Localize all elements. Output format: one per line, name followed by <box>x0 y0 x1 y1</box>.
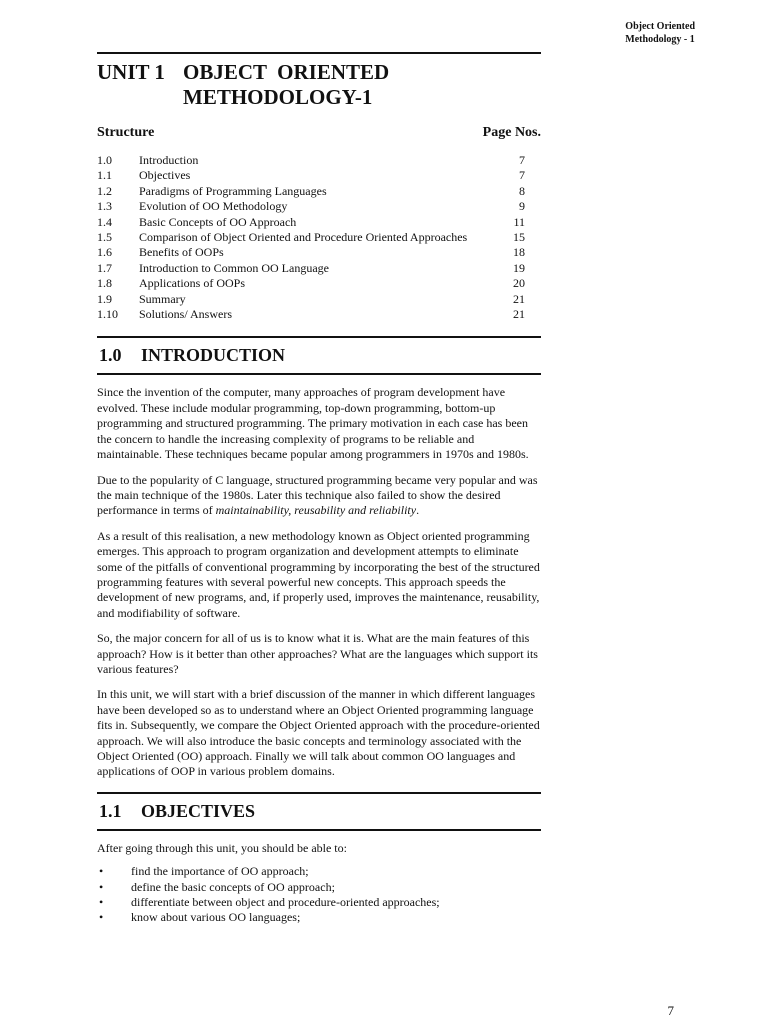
toc-title: Solutions/ Answers <box>139 307 233 322</box>
unit-number: UNIT 1 <box>97 60 165 84</box>
top-rule <box>97 52 541 54</box>
list-item <box>97 910 541 925</box>
paragraph-emphasis: maintainability, reusability and reliability <box>215 503 417 518</box>
structure-header <box>97 125 541 141</box>
page-content <box>97 52 541 926</box>
toc-number: 1.3 <box>97 199 112 214</box>
list-item-text: differentiate between object and procedure-oriented approaches; <box>131 895 440 910</box>
section-number: 1.0 <box>99 345 122 366</box>
paragraph: So, the major concern for all of us is to know what it is. What are the main features of this approach? How is it better than other approaches? What are the languages which support its various features? <box>97 631 538 676</box>
toc-row <box>97 199 541 214</box>
unit-title-line1: OBJECT ORIENTED <box>183 60 390 84</box>
toc-number: 1.1 <box>97 168 112 183</box>
list-item <box>97 864 541 879</box>
toc-row <box>97 307 541 322</box>
page-number: 7 <box>667 1003 674 1018</box>
unit-title-line2: METHODOLOGY-1 <box>183 85 373 109</box>
toc-title: Comparison of Object Oriented and Procedure Oriented Approaches <box>139 230 468 245</box>
toc-page: 7 <box>519 168 525 183</box>
toc-number: 1.9 <box>97 291 112 306</box>
running-head <box>625 20 695 46</box>
paragraph <box>97 473 541 519</box>
section-title: OBJECTIVES <box>141 800 256 821</box>
toc-row <box>97 230 541 245</box>
toc-number: 1.8 <box>97 276 112 291</box>
bullet-icon: • <box>99 879 104 894</box>
section-title: INTRODUCTION <box>141 345 286 366</box>
toc-number: 1.4 <box>97 214 112 229</box>
toc-page: 21 <box>513 307 525 322</box>
unit-name <box>183 60 483 110</box>
toc-number: 1.0 <box>97 153 112 167</box>
toc-row <box>97 168 541 183</box>
list-item <box>97 895 541 910</box>
paragraph: As a result of this realisation, a new methodology known as Object oriented programming emerges. This approach to program organization and development attempts to eliminate some of the pitfalls of conventional programming by incorporating the best of the structured programming features with several powerful new concepts. This approach speeds the development of new programs, and, if properly used, improves the maintenance, reusability, and modifiability of software. <box>97 528 540 620</box>
list-item <box>97 880 541 895</box>
section-heading <box>99 794 541 829</box>
paragraph-text: . <box>416 503 420 518</box>
toc-page: 21 <box>513 291 525 306</box>
section-rule <box>97 829 541 831</box>
toc-title: Evolution of OO Methodology <box>139 199 288 214</box>
section-rule <box>97 373 541 375</box>
toc-title: Benefits of OOPs <box>139 245 224 260</box>
toc-number: 1.2 <box>97 183 112 198</box>
toc-number: 1.10 <box>97 307 118 322</box>
paragraph: After going through this unit, you should be able to: <box>97 840 347 855</box>
paragraph-text: Due to the popularity of C language, structured programming became very popular and was the main technique of the 1980s. Later this technique also failed to show the desired performance in terms of <box>97 472 538 518</box>
toc-title: Paradigms of Programming Languages <box>139 183 327 198</box>
paragraph: Since the invention of the computer, many approaches of program development have evolved. These include modular programming, top-down programming, bottom-up programming and structured programming. The primary motivation in each case has been the concern to handle the increasing complexity of programs to be reliable and maintainable. These techniques became popular among programmers in 1970s and 1980s. <box>97 385 529 462</box>
toc-title: Basic Concepts of OO Approach <box>139 214 297 229</box>
toc-title: Applications of OOPs <box>139 276 245 291</box>
toc-page: 9 <box>519 199 525 214</box>
toc-row <box>97 245 541 260</box>
bullet-icon: • <box>99 895 104 910</box>
list-item-text: know about various OO languages; <box>131 910 301 925</box>
list-item-text: find the importance of OO approach; <box>131 864 309 879</box>
toc-row <box>97 184 541 199</box>
bullet-icon: • <box>99 910 104 925</box>
toc-title: Introduction to Common OO Language <box>139 260 329 275</box>
toc-page: 15 <box>513 230 525 245</box>
unit-title <box>97 60 541 110</box>
introduction-section <box>97 336 541 779</box>
toc-page: 8 <box>519 183 525 198</box>
structure-label: Structure <box>97 125 155 140</box>
running-head-line2: Methodology - 1 <box>625 34 695 45</box>
toc-row <box>97 292 541 307</box>
toc-page: 20 <box>513 276 525 291</box>
toc-title: Summary <box>139 291 186 306</box>
toc-row <box>97 153 541 168</box>
paragraph: In this unit, we will start with a brief discussion of the manner in which different languages have been developed so as to understand where an Object Oriented programming language fits in. Subsequently, we compare the Object Oriented approach with the procedure-oriented approach. We will also introduce the basic concepts and terminology associated with the Object Oriented (OO) approach. Finally we will talk about common OO languages and applications of OOP in various problem domains. <box>97 687 540 779</box>
toc-row <box>97 261 541 276</box>
toc-title: Objectives <box>139 168 191 183</box>
toc-page: 19 <box>513 260 525 275</box>
toc-title: Introduction <box>139 153 199 167</box>
toc-number: 1.7 <box>97 260 112 275</box>
toc-row <box>97 215 541 230</box>
toc-number: 1.6 <box>97 245 112 260</box>
objectives-list <box>97 864 541 926</box>
list-item-text: define the basic concepts of OO approach; <box>131 879 335 894</box>
section-number: 1.1 <box>99 800 122 821</box>
toc-row <box>97 276 541 291</box>
running-head-line1: Object Oriented <box>625 21 695 32</box>
objectives-section <box>97 792 541 926</box>
table-of-contents <box>97 153 541 322</box>
section-heading <box>99 338 541 373</box>
toc-page: 7 <box>519 153 525 167</box>
toc-number: 1.5 <box>97 230 112 245</box>
toc-page: 18 <box>513 245 525 260</box>
page-nos-label: Page Nos. <box>482 125 541 140</box>
bullet-icon: • <box>99 864 104 879</box>
toc-page: 11 <box>513 214 525 229</box>
